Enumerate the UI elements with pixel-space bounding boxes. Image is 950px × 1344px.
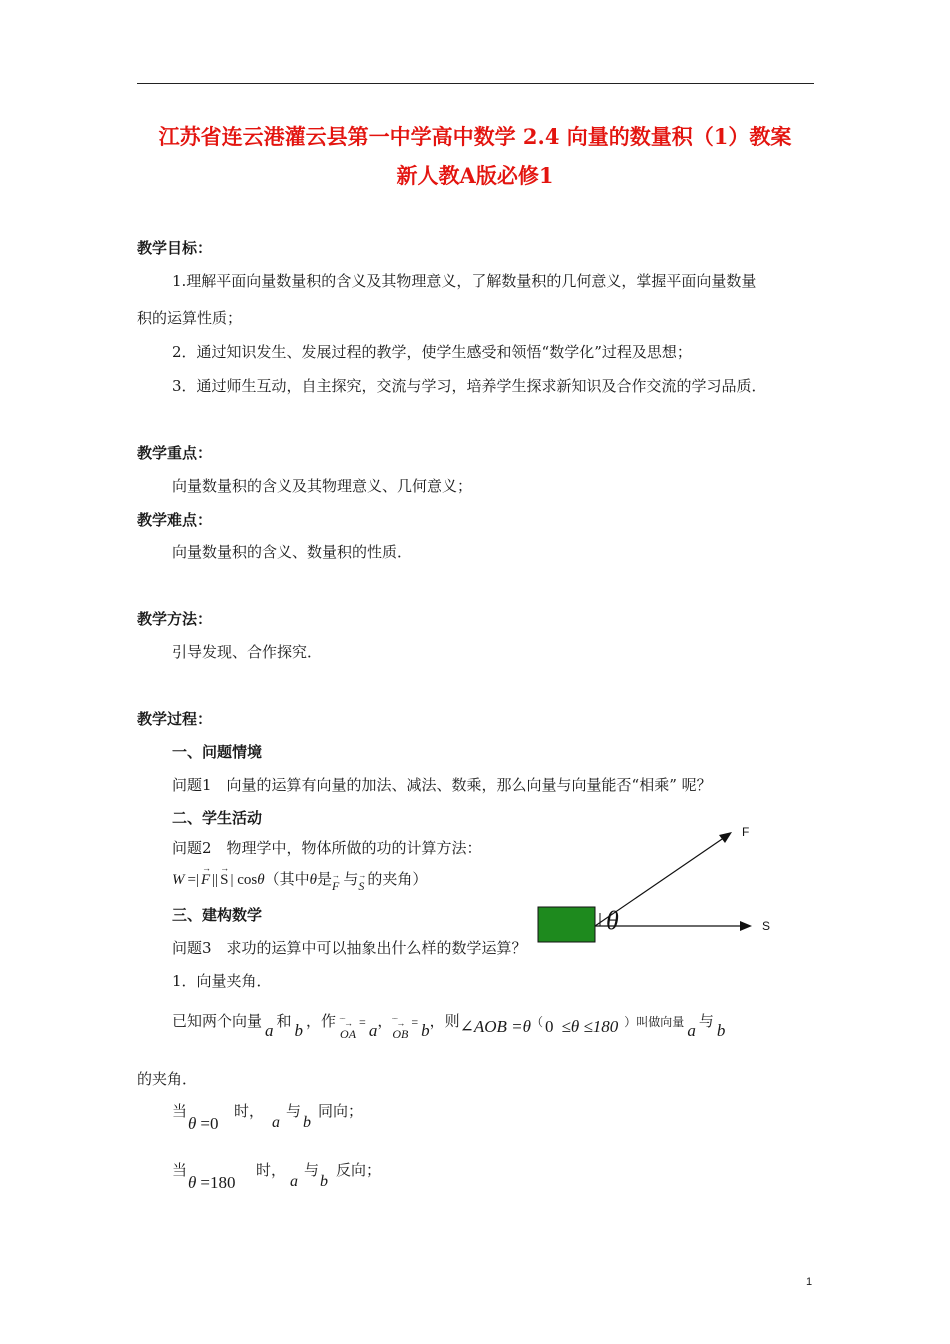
dang-1: 当	[172, 1102, 188, 1120]
formula-W: W	[172, 872, 185, 888]
figure-theta: θ	[606, 906, 619, 935]
difficulties-text: 向量数量积的含义、数量积的性质．	[172, 543, 413, 561]
def-angle: ∠AOB =	[459, 1017, 523, 1036]
question-1: 问题1 向量的运算有向量的加法、减法、数乘，那么向量与向量能否“相乘” 呢？	[172, 776, 712, 794]
formula-vector-S: → S	[220, 863, 230, 888]
dang-2: 当	[172, 1161, 188, 1179]
formula-theta: θ	[257, 872, 265, 888]
def-a-2: a	[368, 1021, 378, 1040]
doc-title-line1: 江苏省连云港灌云县第一中学高中数学 2.4 向量的数量积（1）教案	[158, 124, 792, 149]
def-ze: ，则	[429, 1012, 460, 1030]
vector-arrow-icon: →	[220, 863, 230, 873]
shi-2: 时，	[256, 1161, 287, 1179]
yu-2: 与	[304, 1161, 320, 1179]
goal-item-2: 2．通过知识发生、发展过程的教学，使学生感受和领悟“数学化”过程及思想；	[172, 343, 692, 361]
vector-arrow-icon: ‾‾→	[340, 1018, 353, 1028]
def-range-close: ）叫做向量	[624, 1015, 685, 1029]
def-b-3: b	[716, 1021, 726, 1040]
label-F: F	[742, 825, 750, 839]
angle-definition	[172, 1010, 726, 1041]
question-2: 问题2 物理学中，物体所做的功的计算方法：	[172, 839, 482, 857]
def-range: ≤θ ≤180	[561, 1017, 619, 1036]
def-prefix: 已知两个向量	[172, 1012, 263, 1030]
section-2-title: 二、学生活动	[172, 809, 263, 827]
same-direction-text: 同向；	[318, 1102, 364, 1120]
formula-bars: ||	[212, 872, 219, 888]
goal-item-1-line1: 1.理解平面向量数量积的含义及其物理意义，了解数量积的几何意义，掌握平面向量数量	[172, 272, 757, 290]
formula-eq: =|	[187, 872, 199, 888]
def-b-2: b	[421, 1021, 430, 1040]
opposite-direction-text: 反向；	[336, 1161, 382, 1179]
header-rule	[137, 83, 814, 84]
yu-1: 与	[286, 1102, 302, 1120]
formula-vector-F: → F	[200, 863, 211, 888]
def-OA: ‾‾→ OA	[340, 1018, 357, 1041]
label-S: S	[762, 919, 771, 933]
formula-note-S: → S	[358, 871, 367, 893]
item-vector-angle: 1．向量夹角．	[172, 972, 272, 990]
def-b: b	[294, 1021, 304, 1040]
method-text: 引导发现、合作探究．	[172, 643, 323, 661]
vector-arrow-icon: →	[332, 871, 341, 880]
def-eq-1: =	[359, 1015, 366, 1029]
force-diagram	[530, 815, 790, 950]
force-arrowhead	[719, 832, 732, 843]
def-theta: θ	[522, 1017, 532, 1036]
formula-note-theta: θ	[309, 872, 318, 888]
same-a: a	[272, 1114, 280, 1131]
process-heading: 教学过程：	[137, 710, 213, 728]
def-zuo: ，作	[306, 1012, 337, 1030]
theta-180: θ =180	[188, 1173, 236, 1192]
def-comma: ，	[377, 1012, 393, 1030]
work-formula	[172, 863, 428, 893]
opp-b: b	[320, 1173, 328, 1190]
page-number: 1	[806, 1276, 813, 1288]
same-b: b	[303, 1114, 311, 1131]
def-suffix: 的夹角．	[137, 1070, 198, 1088]
method-heading: 教学方法：	[137, 610, 213, 628]
def-zero: 0	[545, 1017, 554, 1036]
formula-note-1: （其中	[264, 870, 310, 888]
object-box	[538, 907, 595, 942]
formula-cos: | cos	[230, 872, 258, 888]
goals-heading: 教学目标：	[137, 239, 213, 257]
difficulties-heading: 教学难点：	[137, 511, 213, 529]
vector-arrow-icon: →	[201, 863, 211, 873]
def-he: 和	[276, 1012, 292, 1030]
doc-title-line2: 新人教A版必修1	[396, 163, 554, 188]
opp-a: a	[290, 1173, 298, 1190]
section-3-title: 三、建构数学	[172, 906, 263, 924]
formula-note-2: 是	[317, 870, 333, 888]
displacement-arrowhead	[740, 921, 752, 931]
def-yu: 与	[698, 1012, 714, 1030]
section-1-title: 一、问题情境	[172, 743, 263, 761]
vector-arrow-icon: →	[358, 871, 367, 880]
key-points-text: 向量数量积的含义及其物理意义、几何意义；	[172, 477, 473, 495]
formula-note-3: 与	[343, 870, 359, 888]
goal-item-1-line2: 积的运算性质；	[137, 309, 243, 327]
def-a: a	[265, 1021, 274, 1040]
shi-1: 时，	[234, 1102, 265, 1120]
key-points-heading: 教学重点：	[137, 444, 213, 462]
def-range-open: （	[531, 1015, 544, 1029]
def-OB: ‾‾→ OB	[392, 1018, 409, 1041]
same-direction-line	[172, 1100, 187, 1121]
goal-item-3: 3．通过师生互动，自主探究，交流与学习，培养学生探求新知识及合作交流的学习品质．	[172, 377, 767, 395]
question-3: 问题3 求功的运算中可以抽象出什么样的数学运算？	[172, 939, 527, 957]
vector-arrow-icon: ‾‾→	[392, 1018, 405, 1028]
formula-note-F: → F	[332, 871, 341, 893]
theta-zero: θ =0	[188, 1114, 219, 1133]
def-a-3: a	[687, 1021, 696, 1040]
def-eq-2: =	[411, 1015, 419, 1029]
formula-note-4: 的夹角）	[367, 870, 428, 888]
